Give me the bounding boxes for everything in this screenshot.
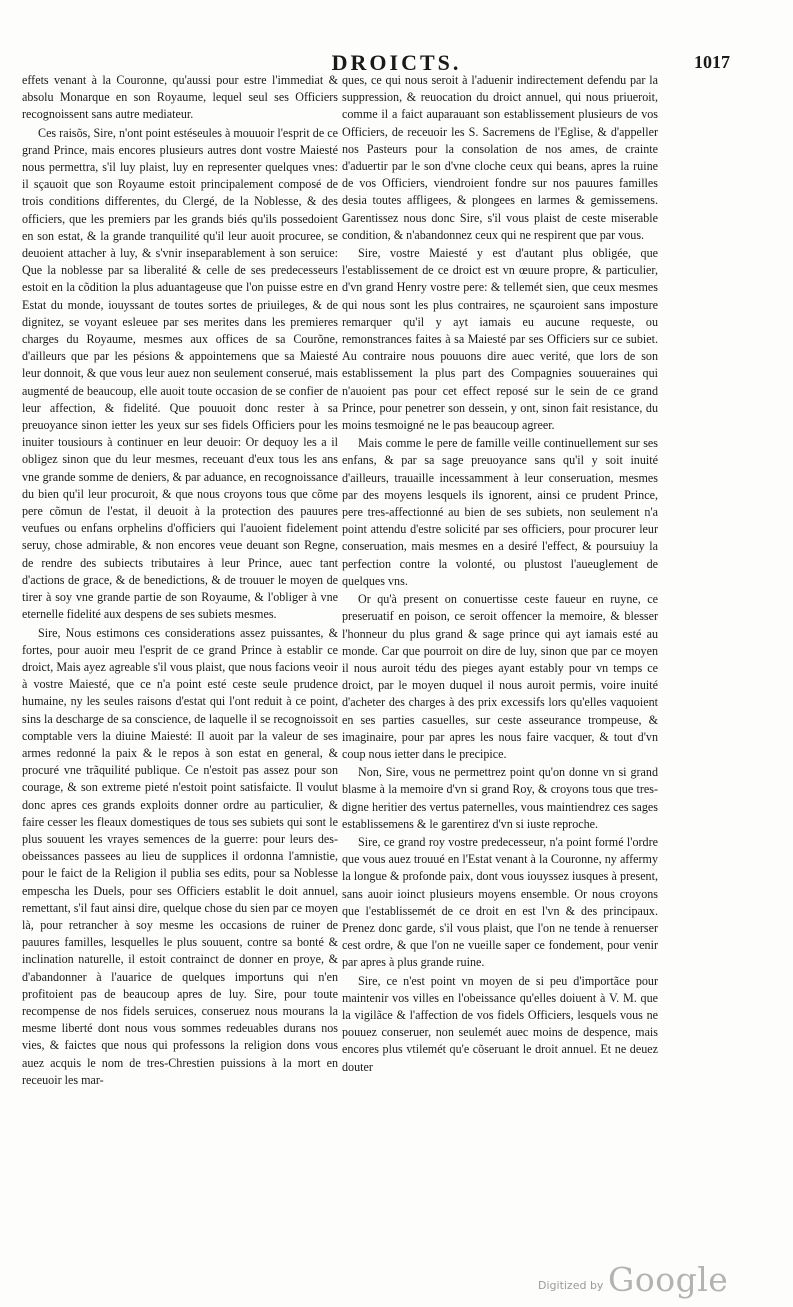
page-number: 1017: [694, 52, 730, 72]
paragraph: Ces raisõs, Sire, n'ont point estéseules à mouuoir l'esprit de ce grand Prince, mais encores plusieurs autres dont vostre Maiesté nous permettra, s'il luy plaist, luy en representer quelques vnes: il sçauoit que son Royaume estoit principalement composé de trois conditions differentes, du Clergé, de la Noblesse, & des officiers, que les premiers par les grands biés qu'ils possedoient en son estat, & la grande tranquilité qu'il leur auoit procuree, se deuoient attacher à luy, & s'vnir inseparablement à son seruice: Que la noblesse par sa liberalité & celle de ses predecesseurs estoit en la cõdition la plus aduantageuse que l'on puisse estre en Estat du monde, iouyssant de toutes sortes de priuileges, & de dignitez, se voyant esleuee par ses merites dans les premieres charges du Royaume, mesmes aux offices de sa Courõne, d'ailleurs que par les pésions & appointemens que sa Maiesté leur donnoit, & que vous leur auez non seulement conserué, mais augmenté de beaucoup, elle auoit toute occasion de se confier de leur affection, & fidelité. Que pouuoit donc rester à sa preuoyance sinon ietter les yeux sur ses fidels Officiers pour les inuiter tousiours à continuer en leur deuoir: Or dequoy les a il obligez sinon que du leur mesmes, receuant d'eux tous les ans vne grande somme de deniers, & par aduance, en recognoissance du bien qu'il leur procuroit, & que nous croyons tous que cõme pere cõmun de l'estat, il deuoit à la protection des pauures veufues ou enfans orphelins d'officiers qui l'auoient fidelement seruy, chose admirable, & non encores veue deuant son Regne, de rendre des subiects tributaires à leur Prince, auec tant d'actions de grace, & de benedictions, & de trouuer le moyen de tirer à soy vne grande partie de son Royaume, & l'obliger à vne eternelle fidelité aux despens de ses subiets mesmes.: [22, 125, 338, 622]
paragraph: ques, ce qui nous seroit à l'aduenir indirectement defendu par la suppression, & reuocation du droict annuel, qui nous priueroit, comme il a faict auparauant son establissement plusieurs de vos Officiers, de receuoir les S. Sacremens de l'Eglise, & d'appeller nos Pasteurs pour la consolation de nos ames, de crainte d'aduertir par le son d'vne cloche ceux qui beans, apres la ruine de vos Officiers, viendroient fondre sur nos pauures familles desia toutes affligees, & plongees en larmes & gemissemens. Garentissez nous donc Sire, s'il vous plaist de ceste miserable condition, & n'abandonnez ceux qui ne respirent que par vous.: [342, 73, 658, 242]
left-column: [22, 72, 338, 1090]
digitized-by-google-watermark: [538, 1262, 778, 1302]
paragraph: Sire, ce grand roy vostre predecesseur, n'a point formé l'ordre que vous auez trouué en l'Estat venant à la Couronne, ny affermy la longue & profonde paix, dont vous iouyssez iusques à present, sans auoir ioinct plusieurs moyens ensemble. Or nous croyons que l'establissemét de ce droit en est l'vn & des principaux. Prenez donc garde, s'il vous plaist, que l'on ne tende à renuerser cest ordre, & que l'on ne vueille saper ce fondement, pour venir par apres à plus grande ruine.: [342, 834, 658, 970]
paragraph: Non, Sire, vous ne permettrez point qu'on donne vn si grand blasme à la memoire d'vn si grand Roy, & croyons tous que tres-digne heritier des vertus paternelles, vous maintiendrez ces sages establissemens & le garentirez d'vn si iuste reproche.: [342, 765, 658, 831]
running-title: DROICTS.: [331, 50, 462, 75]
paragraph: Sire, ce n'est point vn moyen de si peu d'importãce pour maintenir vos villes en l'obeissance qu'elles doiuent à V. M. que la vigilãce & l'affection de vos fidels Officiers, lesquels vous ne pouuez conseruer, non seulemét auec moins de despence, mais encores plus vtilemét qu'e cõseruant le droit annuel. Et ne deuez douter: [342, 973, 658, 1074]
google-logo: Google: [608, 1260, 729, 1299]
right-column: [342, 72, 658, 1077]
paragraph: Sire, Nous estimons ces considerations assez puissantes, & fortes, pour auoir meu l'esprit de ce grand Prince à establir ce droict, Mais ayez agreable s'il vous plaist, que nous facions veoir à vostre Maiesté, que ce n'a point esté ceste seule prudence humaine, ny les seules raisons d'estat qui l'ont reduit à ce point, sins la descharge de sa conscience, de laquelle il se recognoissoit comptable vers la diuine Maiesté: Il auoit par la valeur de ses armes redonné la paix & le repos à son estat en general, & procuré vne trãquilité publique. Ce n'estoit pas assez pour son courage, & son extreme pieté n'estoit point satisfaicte. Il voulut donc apres ces grands exploits donner ordre au particulier, & faire cesser les fleaux domestiques de tous ses subiets qui sont le plus souuent les vrayes semences de la guerre: pour leurs des-obeissances passees au lieu de supplices il ordonna l'amnistie, pour le faict de la Religion il publia ses edits, pour sa Noblesse empescha les Duels, pour ses Officiers establit le doit annuel, remettant, s'il faut ainsi dire, quelque chose du sien par ce moyen là, pour retrancher à soy mesme les occasions de ruiner de pauures familles, lesquelles le plus souuent, contre sa bonté & inclination naturelle, il estoit contrainct de donner en proye, & d'abandonner à l'auarice de quelques importuns qui n'en profitoient pas de beaucoup apres de luy. Sire, pour toute recompense de nos fidels seruices, conseruez nous mourans la mesme liberté dont nous vous sommes redeuables durans nos vies, & faictes que nous qui professons la religion dons vous auez acquis le nom de tres-Chrestien puissions à la mort en receuoir les mar-: [22, 625, 338, 1087]
paragraph: Or qu'à present on conuertisse ceste faueur en ruyne, ce preseruatif en poison, ce seroit offencer la memoire, & blesser l'honneur du plus grand & sage prince qui ayt iamais esté au monde. Car que pourroit on dire de luy, sinon que par ce moyen il nous auroit tédu des pieges ayant estably pour vn temps ce droict, par le moyen duquel il nous auroit permis, voire inuité d'acheter des charges à des prix excessifs lors qu'elles vaquoient en ses parties casuelles, sur ceste asseurance trompeuse, & imaginaire, pour par apres les nous faire vacquer, & tout d'vn coup nous ietter dans le precipice.: [342, 592, 658, 761]
paragraph: Sire, vostre Maiesté y est d'autant plus obligée, que l'establissement de ce droict est vn œuure propre, & particulier, d'vn grand Henry vostre pere: & tellemét sien, que ceux mesmes qui nous sont les plus contraires, ne sçauroient sans imposture remarquer qu'il y ayt iamais eu aucune requeste, ou remonstrances faites à sa Maiesté par ses Officiers sur ce subiet. Au contraire nous pouuons dire auec verité, que lors de son establissement la plus part des Compagnies souueraines qui n'auoient pas pour cet effect reposé sur le sein de ce grand Prince, pour penetrer son dessein, y ont, sinon fait resistance, du moins tesmoigné ne le pas beaucoup agreer.: [342, 246, 658, 433]
paragraph: effets venant à la Couronne, qu'aussi pour estre l'immediat & absolu Monarque en son Royaume, lequel seul ses Officiers recognoissent sans autre mediateur.: [22, 73, 338, 122]
paragraph: Mais comme le pere de famille veille continuellement sur ses enfans, & par sa sage preuoyance sans qu'il y soit inuité d'ailleurs, trauaille incessamment à leur conseruation, mesmes par des moyens lesquels ils ignorent, ainsi ce prudent Prince, pere tres-affectionné au bien de ses subiets, non seulement n'a point attendu d'estre solicité par ses officiers, pour procurer leur conseruation, mais mesmes en a desiré l'effect, & poursuiuy la perfection contre la volonté, ou plustost l'aueuglement de quelques vns.: [342, 436, 658, 588]
watermark-prefix: Digitized by: [538, 1279, 604, 1292]
